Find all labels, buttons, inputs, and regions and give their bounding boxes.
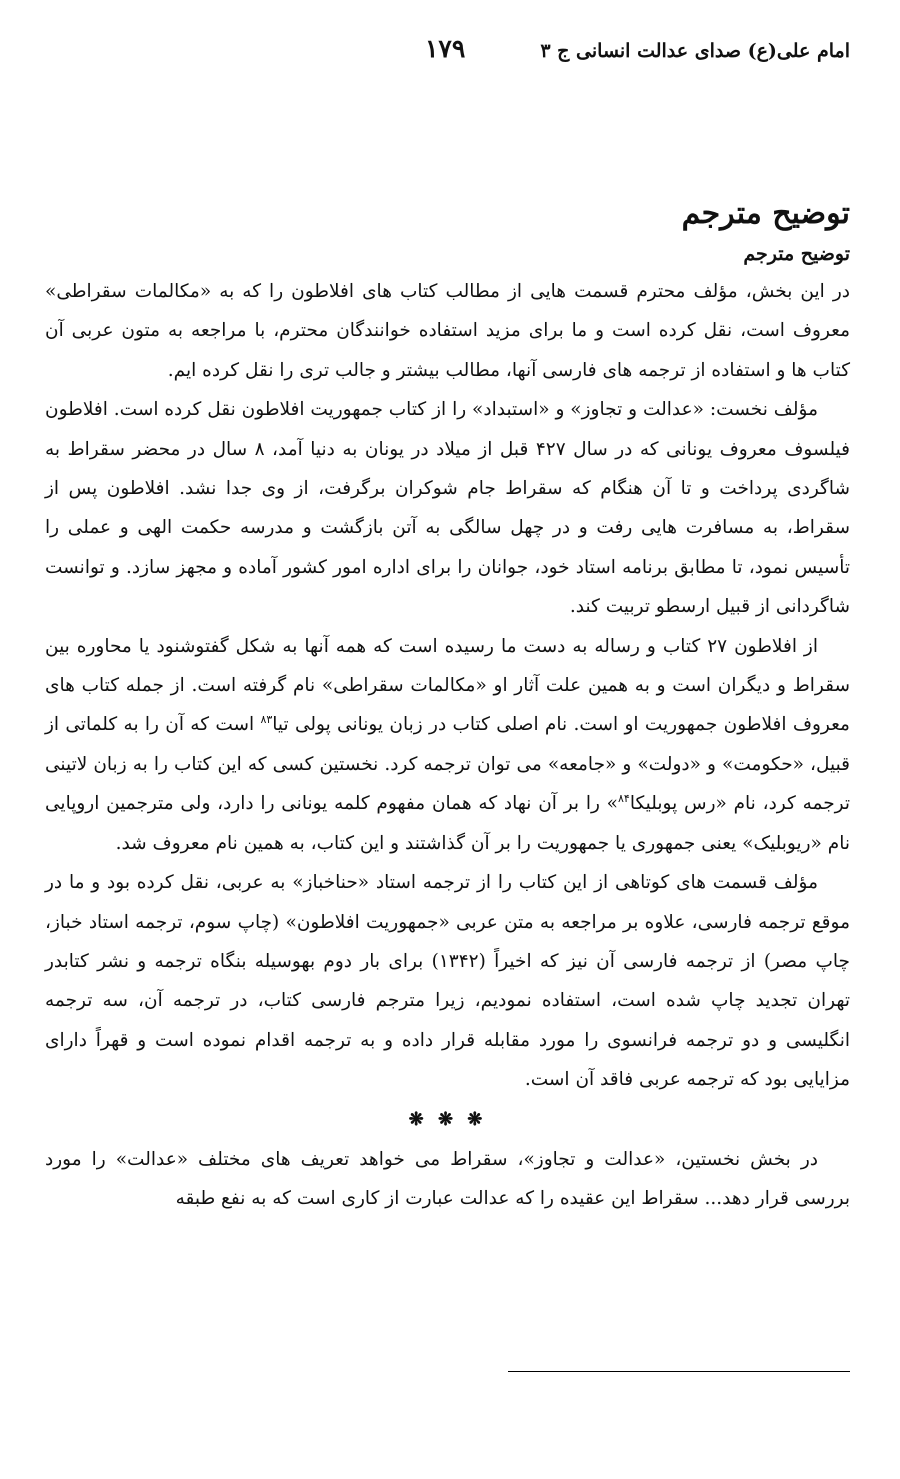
book-title: امام علی(ع) صدای عدالت انسانی ج ۳	[540, 40, 850, 62]
footnote-divider	[508, 1371, 850, 1372]
paragraph-justice-section: در بخش نخستین، «عدالت و تجاوز»، سقراط می خواهد تعریف های مختلف «عدالت» را مورد بررسی قرار دهد... سقراط این عقیده را که عدالت عبارت از کاری است که به نفع طبقه	[45, 1148, 850, 1209]
section-heading: توضیح مترجم	[681, 196, 850, 231]
footnote-marker[interactable]: ۸۳	[260, 713, 273, 727]
page-number: ۱۷۹	[425, 34, 466, 63]
section-subheading: توضیح مترجم	[743, 243, 850, 265]
paragraph-text: است که آن را به کلماتی از قبیل، «حکومت» و «دولت» و «جامعه» می توان ترجمه کرد. نخستین کسی که این کتاب را به زبان لاتینی ترجمه کرد، نام «رس پوبلیکا	[45, 714, 850, 815]
running-header	[45, 34, 850, 74]
paragraph-intro: در این بخش، مؤلف محترم قسمت هایی از مطالب کتاب های افلاطون را که به «مکالمات سقراطی» معروف است، نقل کرده است و ما برای مزید استفاده خوانندگان محترم، با مراجعه به متون عربی آن کتاب ها و استفاده از ترجمه های فارسی آنها، مطالب بیشتر و جالب تری را نقل کرده ایم.	[45, 281, 850, 381]
asterism-separator: ❋ ❋ ❋	[408, 1108, 487, 1130]
paragraph-translation-sources: مؤلف قسمت های کوتاهی از این کتاب را از ترجمه استاد «حناخباز» به عربی، نقل کرده بود و ما در موقع ترجمه فارسی، علاوه بر مراجعه به متن عربی «جمهوریت افلاطون» (چاپ سوم، ترجمه استاد خباز، چاپ مصر) از ترجمه فارسی آن نیز که اخیراً (۱۳۴۲) برای بار دوم بهوسیله بنگاه ترجمه و نشر کتابدر تهران تجدید چاپ شده است، استفاده نمودیم، زیرا مترجم فارسی کتاب، در ترجمه آن، سه ترجمه انگلیسی و دو ترجمه فرانسوی را مورد مقابله قرار داده و به ترجمه اقدام نموده است و قهراً دارای مزایایی بود که ترجمه عربی فاقد آن است.	[45, 872, 850, 1091]
paragraph-plato-biography: مؤلف نخست: «عدالت و تجاوز» و «استبداد» را از کتاب جمهوریت افلاطون نقل کرده است. افلاطون فیلسوف معروف یونانی که در سال ۴۲۷ قبل از میلاد در یونان به دنیا آمد، ۸ سال در محضر سقراط به شاگردی پرداخت و تا آن هنگام که سقراط جام شوکران برگرفت، از وی جدا نشد. افلاطون پس از سقراط، به مسافرت هایی رفت و در چهل سالگی به آتن بازگشت و مدرسه حکمت الهی و عملی را تأسیس نمود، تا مطابق برنامه استاد خود، جوانان را برای اداره امور کشور آماده و مجهز سازد. و توانست شاگردانی از قبیل ارسطو تربیت کند.	[45, 399, 851, 618]
paragraph-text: از افلاطون ۲۷ کتاب و رساله به دست ما رسیده است که همه آنها به شکل گفتوشنود یا محاوره بین سقراط و دیگران است و به همین علت آثار او «مکالمات سقراطی» نام گرفته است. از جمله کتاب های معروف افلاطون جمهوریت او است. نام اصلی کتاب در زبان یونانی پولی تیا	[45, 635, 850, 736]
paragraph-republic	[45, 627, 850, 863]
paragraph-text: » را بر آن نهاد که همان مفهوم کلمه یونانی را دارد، ولی مترجمین اروپایی نام «ریوبلیک» یعنی جمهوری یا جمهوریت را بر آن گذاشتند و این کتاب، به همین نام معروف شد.	[45, 793, 850, 854]
footnote-marker[interactable]: ۸۴	[617, 792, 630, 806]
body-text	[45, 272, 850, 1218]
